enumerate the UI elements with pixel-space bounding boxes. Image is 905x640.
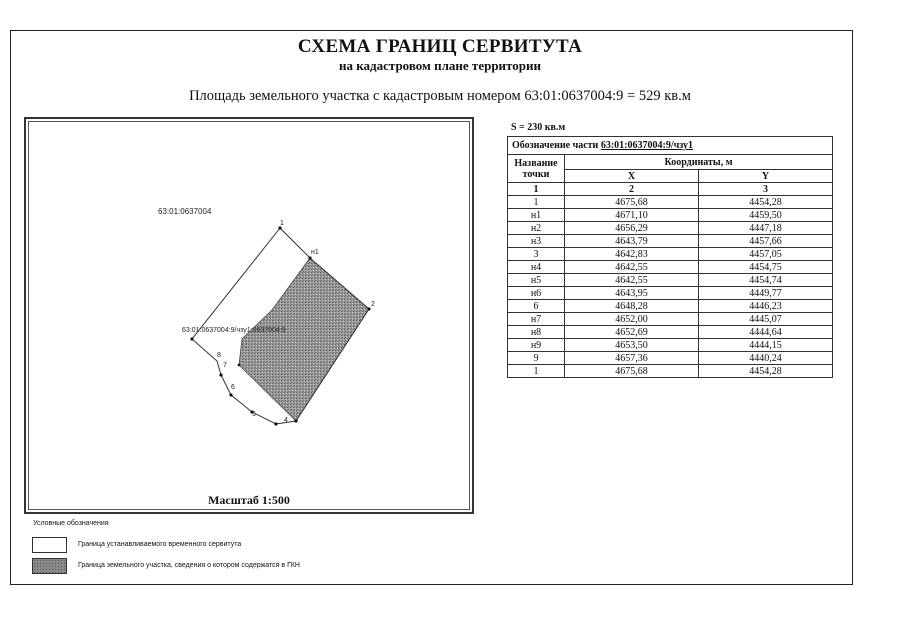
table-row <box>508 352 833 365</box>
table-row <box>508 261 833 274</box>
cell-y: 4457,66 <box>698 235 832 248</box>
table-row <box>508 300 833 313</box>
cell-x: 4675,68 <box>565 365 699 378</box>
cell-name: 3 <box>508 248 565 261</box>
map-panel <box>24 117 474 514</box>
legend-parcel-swatch <box>32 558 67 574</box>
table-row <box>508 365 833 378</box>
legend-title: Условные обозначения <box>33 520 109 527</box>
table-row <box>508 196 833 209</box>
cell-x: 4648,28 <box>565 300 699 313</box>
document-subtitle: на кадастровом плане территории <box>339 58 541 73</box>
cell-y: 4440,24 <box>698 352 832 365</box>
cell-x: 4643,95 <box>565 287 699 300</box>
header-y: Y <box>698 170 832 183</box>
coordinates-table <box>507 136 833 378</box>
designation-label: Обозначение части <box>512 140 599 151</box>
cell-name: 9 <box>508 352 565 365</box>
table-row <box>508 326 833 339</box>
cell-x: 4642,55 <box>565 274 699 287</box>
servitude-area-value: S = 230 кв.м <box>511 122 566 133</box>
cell-x: 4671,10 <box>565 209 699 222</box>
header-x: X <box>565 170 699 183</box>
designation-value: 63:01:0637004:9/чзу1 <box>600 140 694 151</box>
cell-name: 6 <box>508 300 565 313</box>
table-row <box>508 209 833 222</box>
cell-name: н9 <box>508 339 565 352</box>
cell-y: 4444,64 <box>698 326 832 339</box>
cell-x: 4657,36 <box>565 352 699 365</box>
header-num-1: 1 <box>508 183 565 196</box>
area-statement: Площадь земельного участка с кадастровым номером 63:01:0637004:9 = 529 кв.м <box>189 88 691 104</box>
parcel-part-label: 63:01:0637004:9/чзу1:0637004:9 <box>182 327 286 334</box>
point-label-4: 4 <box>284 417 288 424</box>
legend-servitude-text: Граница устанавливаемого временного сервитута <box>78 541 242 548</box>
table-row <box>508 313 833 326</box>
table-row <box>508 287 833 300</box>
table-row <box>508 235 833 248</box>
parcel-map <box>26 119 476 516</box>
cell-x: 4656,29 <box>565 222 699 235</box>
cadastral-block-label: 63:01:0637004 <box>158 207 212 216</box>
cell-name: н1 <box>508 209 565 222</box>
cell-name: н8 <box>508 326 565 339</box>
cell-x: 4652,69 <box>565 326 699 339</box>
header-point-name: Название точки <box>508 155 565 183</box>
cell-y: 4446,23 <box>698 300 832 313</box>
header-num-2: 2 <box>565 183 699 196</box>
cell-x: 4675,68 <box>565 196 699 209</box>
cell-y: 4454,28 <box>698 196 832 209</box>
header-num-3: 3 <box>698 183 832 196</box>
point-label-6: 6 <box>231 384 235 391</box>
cell-name: 1 <box>508 196 565 209</box>
cell-x: 4642,55 <box>565 261 699 274</box>
point-label-8: 8 <box>217 352 221 359</box>
cell-name: н5 <box>508 274 565 287</box>
cell-name: н2 <box>508 222 565 235</box>
table-row <box>508 248 833 261</box>
legend-servitude-swatch <box>32 537 67 553</box>
document-title: СХЕМА ГРАНИЦ СЕРВИТУТА <box>297 36 583 57</box>
cell-y: 4454,74 <box>698 274 832 287</box>
cell-name: н4 <box>508 261 565 274</box>
cell-x: 4642,83 <box>565 248 699 261</box>
cell-y: 4449,77 <box>698 287 832 300</box>
map-scale: Масштаб 1:500 <box>208 493 290 507</box>
header-coordinates: Координаты, м <box>565 155 833 170</box>
point-label-2: 2 <box>371 301 375 308</box>
cell-y: 4447,18 <box>698 222 832 235</box>
cell-x: 4643,79 <box>565 235 699 248</box>
cell-y: 4444,15 <box>698 339 832 352</box>
point-label-n1: н1 <box>311 249 319 256</box>
cell-x: 4652,00 <box>565 313 699 326</box>
table-row <box>508 274 833 287</box>
point-label-7: 7 <box>223 362 227 369</box>
point-label-5: 5 <box>252 411 256 418</box>
cell-y: 4445,07 <box>698 313 832 326</box>
cell-y: 4459,50 <box>698 209 832 222</box>
table-row <box>508 222 833 235</box>
designation-cell <box>508 137 833 155</box>
point-label-1: 1 <box>280 220 284 227</box>
cell-y: 4454,75 <box>698 261 832 274</box>
cell-x: 4653,50 <box>565 339 699 352</box>
legend-parcel-text: Граница земельного участка, сведения о котором содержатся в ГКН <box>78 562 300 569</box>
cell-name: н7 <box>508 313 565 326</box>
cell-name: 1 <box>508 365 565 378</box>
cell-y: 4454,28 <box>698 365 832 378</box>
cell-y: 4457,05 <box>698 248 832 261</box>
cell-name: н3 <box>508 235 565 248</box>
cell-name: н6 <box>508 287 565 300</box>
table-row <box>508 339 833 352</box>
